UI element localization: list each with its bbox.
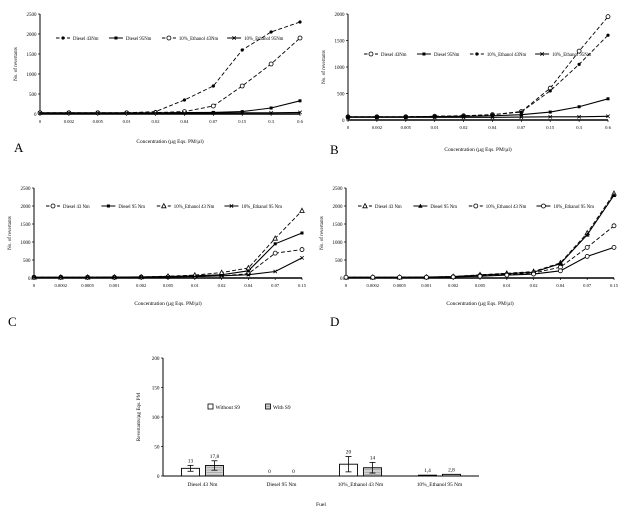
- svg-text:0: 0: [342, 118, 345, 124]
- svg-text:1000: 1000: [334, 65, 345, 71]
- svg-text:Diesel 95 Nm: Diesel 95 Nm: [118, 204, 146, 210]
- svg-text:0.04: 0.04: [244, 283, 253, 288]
- svg-text:0.002: 0.002: [371, 125, 383, 130]
- svg-text:0.0005: 0.0005: [393, 283, 406, 288]
- series-Diesel 43Nm: [38, 20, 301, 114]
- svg-text:14: 14: [369, 455, 376, 462]
- svg-text:100: 100: [151, 414, 160, 421]
- svg-text:Diesel 95Nm: Diesel 95Nm: [125, 36, 152, 42]
- svg-text:2,8: 2,8: [448, 467, 455, 474]
- svg-text:0: 0: [292, 469, 295, 475]
- legend: [46, 204, 282, 210]
- svg-text:0.15: 0.15: [609, 283, 619, 288]
- svg-text:0.002: 0.002: [63, 119, 75, 124]
- svg-text:2500: 2500: [26, 12, 37, 18]
- svg-text:500: 500: [335, 258, 343, 264]
- line-chart-c: [4, 182, 310, 313]
- svg-text:0.07: 0.07: [271, 283, 280, 288]
- svg-text:1500: 1500: [20, 222, 31, 228]
- svg-text:0.6: 0.6: [605, 125, 611, 130]
- svg-text:0.01: 0.01: [122, 119, 131, 124]
- svg-text:1500: 1500: [26, 52, 37, 58]
- legend: [56, 36, 284, 42]
- svg-text:No. of revertants: No. of revertants: [8, 216, 13, 250]
- svg-text:0: 0: [32, 283, 36, 288]
- line-chart-b: [318, 6, 618, 159]
- svg-text:No. of revertants: No. of revertants: [322, 50, 327, 84]
- svg-text:Diesel 95 Nm: Diesel 95 Nm: [430, 204, 458, 210]
- line-chart-a: [10, 6, 310, 151]
- svg-text:0: 0: [346, 125, 350, 130]
- svg-text:10%_Ethanol 43 Nm: 10%_Ethanol 43 Nm: [485, 204, 527, 210]
- svg-text:500: 500: [23, 258, 31, 264]
- chart-bar-svg: [133, 350, 493, 510]
- svg-text:Diesel 95Nm: Diesel 95Nm: [433, 52, 460, 58]
- svg-text:2500: 2500: [332, 186, 343, 192]
- chart-B-svg: [318, 6, 618, 154]
- svg-text:0.04: 0.04: [556, 283, 565, 288]
- svg-text:Concentration (µg Eqs. PM/µl): Concentration (µg Eqs. PM/µl): [446, 301, 514, 307]
- series-10%_Ethanol 43Nm: [346, 34, 609, 119]
- chart-D-svg: [316, 182, 622, 308]
- svg-text:2000: 2000: [334, 12, 345, 18]
- svg-text:0: 0: [268, 469, 271, 475]
- svg-text:10%_Ethanol 43Nm: 10%_Ethanol 43Nm: [486, 52, 527, 58]
- svg-text:1000: 1000: [26, 72, 37, 78]
- series-10%_Ethanol 95Nm: [346, 115, 609, 119]
- series-Diesel 95Nm: [347, 97, 610, 118]
- panel-label-a: A: [14, 140, 24, 155]
- svg-text:Diesel 43 Nm: Diesel 43 Nm: [63, 204, 90, 210]
- svg-text:2000: 2000: [332, 204, 343, 210]
- legend: [208, 404, 291, 411]
- svg-text:10%_Ethanol 95 Nm: 10%_Ethanol 95 Nm: [553, 204, 594, 210]
- svg-text:0: 0: [156, 473, 160, 480]
- series-Diesel 43Nm: [346, 15, 610, 119]
- svg-text:1000: 1000: [20, 240, 31, 246]
- svg-text:13: 13: [187, 458, 194, 465]
- svg-text:10%_Ethanol 43 Nm: 10%_Ethanol 43 Nm: [173, 204, 215, 210]
- svg-text:0.005: 0.005: [92, 119, 103, 124]
- svg-text:0.04: 0.04: [488, 125, 497, 130]
- series-10%_Ethanol 43 Nm: [344, 224, 616, 279]
- chart-A-svg: [10, 6, 310, 146]
- svg-text:Diesel 43Nm: Diesel 43Nm: [381, 52, 407, 58]
- svg-text:0.0005: 0.0005: [81, 283, 94, 288]
- svg-text:Concentration (µg Eqs. PM/µl): Concentration (µg Eqs. PM/µl): [444, 147, 512, 153]
- svg-text:1500: 1500: [334, 39, 345, 45]
- chart-C-svg: [4, 182, 310, 308]
- svg-text:10%_Ethanol 95 Nm: 10%_Ethanol 95 Nm: [241, 204, 282, 210]
- svg-text:1500: 1500: [332, 222, 343, 228]
- svg-text:0.07: 0.07: [583, 283, 592, 288]
- svg-text:Fuel: Fuel: [316, 502, 326, 508]
- svg-text:Without S9: Without S9: [215, 404, 240, 411]
- panel-label-b: B: [330, 142, 339, 157]
- svg-text:0.005: 0.005: [474, 283, 486, 288]
- svg-text:No. of revertants: No. of revertants: [14, 47, 19, 81]
- svg-text:0.6: 0.6: [297, 119, 303, 124]
- svg-text:50: 50: [154, 444, 160, 451]
- svg-text:0.02: 0.02: [529, 283, 538, 288]
- svg-text:0.3: 0.3: [268, 119, 274, 124]
- axes: [14, 13, 304, 145]
- svg-text:Concentration (µg Eqs. PM/µl): Concentration (µg Eqs. PM/µl): [134, 301, 202, 307]
- svg-text:0: 0: [34, 112, 37, 118]
- svg-text:0.15: 0.15: [546, 125, 555, 130]
- svg-text:Revertants/µg Eqs. PM: Revertants/µg Eqs. PM: [136, 392, 142, 442]
- axes: [322, 13, 612, 153]
- svg-text:0.07: 0.07: [209, 119, 218, 124]
- series-10%_Ethanol 43 Nm: [32, 208, 304, 279]
- svg-text:2000: 2000: [26, 32, 37, 38]
- svg-text:0: 0: [38, 119, 42, 124]
- svg-text:0.01: 0.01: [190, 283, 199, 288]
- svg-text:Diesel 43Nm: Diesel 43Nm: [73, 36, 99, 42]
- legend: [364, 52, 592, 58]
- svg-text:0.02: 0.02: [217, 283, 226, 288]
- axes: [136, 356, 479, 508]
- svg-text:With S9: With S9: [273, 404, 291, 411]
- svg-text:Diesel 43 Nm: Diesel 43 Nm: [375, 204, 402, 210]
- svg-text:150: 150: [151, 385, 160, 392]
- svg-text:0.15: 0.15: [238, 119, 247, 124]
- svg-text:0: 0: [344, 283, 348, 288]
- svg-text:1000: 1000: [332, 240, 343, 246]
- svg-text:0.01: 0.01: [502, 283, 511, 288]
- panel-label-c: C: [8, 314, 17, 329]
- svg-text:0.02: 0.02: [459, 125, 468, 130]
- bars-With S9: [206, 454, 461, 476]
- svg-text:0.002: 0.002: [448, 283, 459, 288]
- svg-text:500: 500: [337, 92, 345, 98]
- legend: [358, 204, 594, 210]
- svg-text:2000: 2000: [20, 204, 31, 210]
- series-10%_Ethanol 43Nm: [38, 36, 302, 115]
- series-10%_Ethanol 95 Nm: [344, 245, 616, 279]
- svg-text:1,4: 1,4: [424, 468, 431, 475]
- svg-text:0.001: 0.001: [109, 283, 120, 288]
- svg-text:17,8: 17,8: [209, 453, 220, 460]
- svg-text:0.001: 0.001: [421, 283, 432, 288]
- svg-text:Diesel 95 Nm: Diesel 95 Nm: [266, 482, 297, 488]
- svg-text:0.04: 0.04: [180, 119, 189, 124]
- svg-text:0.005: 0.005: [162, 283, 174, 288]
- svg-text:Diesel 43 Nm: Diesel 43 Nm: [187, 482, 218, 488]
- svg-text:0: 0: [340, 276, 343, 282]
- svg-text:0.3: 0.3: [576, 125, 582, 130]
- svg-text:10%_Ethanol 43 Nm: 10%_Ethanol 43 Nm: [337, 482, 384, 488]
- svg-text:0.07: 0.07: [517, 125, 526, 130]
- svg-text:0.002: 0.002: [136, 283, 147, 288]
- series-Diesel 95Nm: [39, 99, 302, 114]
- svg-text:10%_Ethanol 95Nm: 10%_Ethanol 95Nm: [244, 36, 284, 42]
- svg-text:0.02: 0.02: [151, 119, 160, 124]
- svg-text:10%_Ethanol 43Nm: 10%_Ethanol 43Nm: [178, 36, 219, 42]
- svg-text:20: 20: [345, 449, 352, 456]
- svg-text:0.005: 0.005: [400, 125, 411, 130]
- svg-text:0.0002: 0.0002: [366, 283, 380, 288]
- series-Diesel 95 Nm: [33, 232, 304, 279]
- svg-text:2500: 2500: [20, 186, 31, 192]
- svg-text:Concentration (µg Eqs. PM/µl): Concentration (µg Eqs. PM/µl): [136, 139, 204, 145]
- panel-label-d: D: [330, 314, 340, 329]
- svg-text:No. of revertants: No. of revertants: [320, 216, 325, 250]
- svg-text:200: 200: [151, 355, 160, 362]
- svg-text:500: 500: [29, 92, 37, 98]
- svg-text:0: 0: [28, 276, 31, 282]
- svg-text:0.0002: 0.0002: [54, 283, 68, 288]
- line-chart-d: [316, 182, 622, 313]
- svg-text:10%_Ethanol 95 Nm: 10%_Ethanol 95 Nm: [416, 482, 463, 488]
- svg-text:0.15: 0.15: [297, 283, 307, 288]
- svg-text:10%_Ethanol 95Nm: 10%_Ethanol 95Nm: [552, 52, 592, 58]
- svg-text:0.01: 0.01: [430, 125, 439, 130]
- bar-chart: [133, 350, 493, 515]
